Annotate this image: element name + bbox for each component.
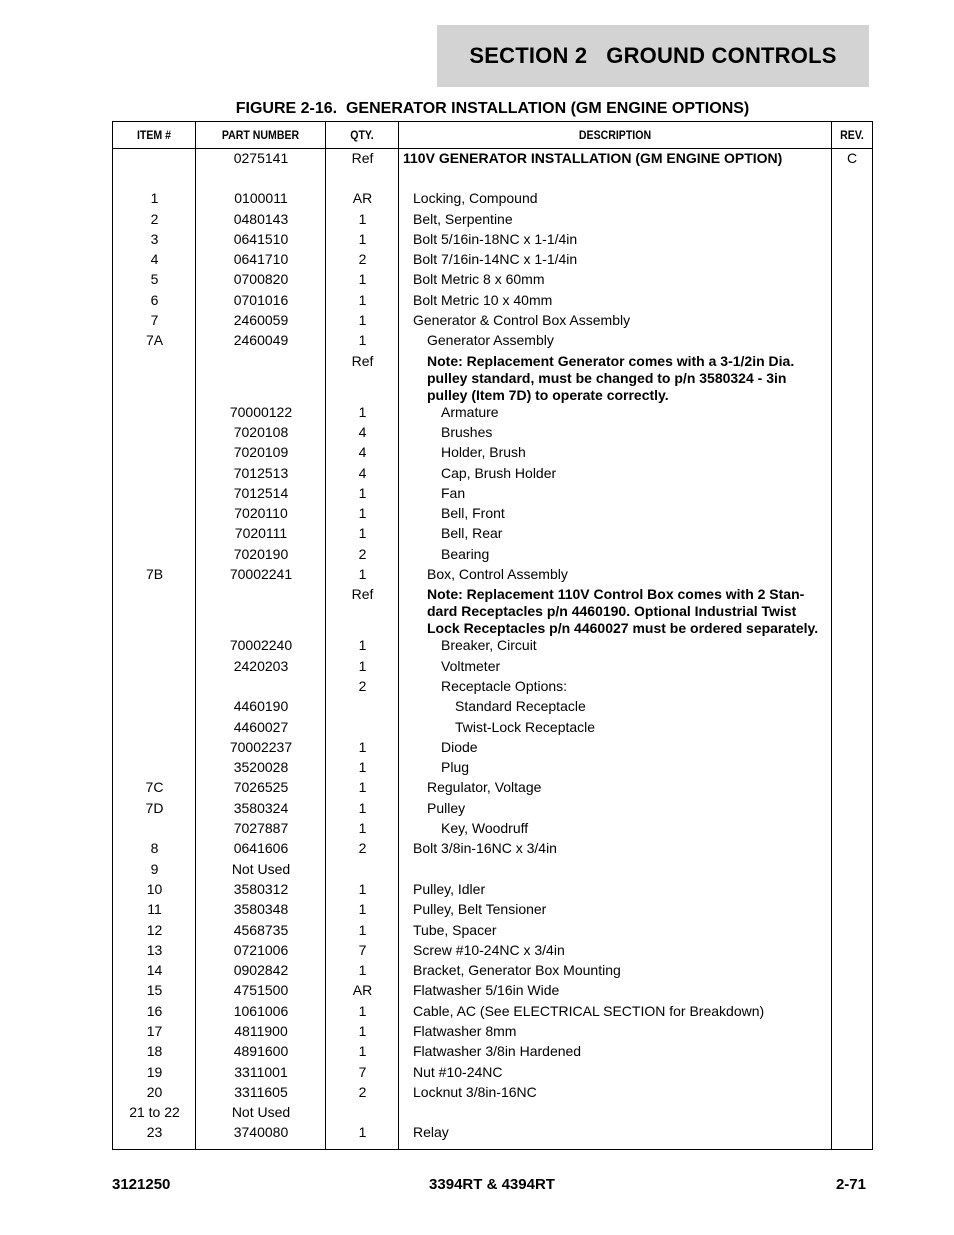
part-number-cell: 0902842 (233, 962, 289, 979)
table-row (113, 311, 872, 331)
item-cell: 7 (150, 312, 159, 329)
rev-cell (832, 880, 872, 881)
description-cell: Flatwasher 5/16in Wide (413, 982, 560, 999)
rev-cell (832, 1103, 872, 1104)
rev-cell (832, 738, 872, 739)
qty-cell: 1 (358, 1043, 367, 1060)
table-row (113, 1083, 872, 1103)
qty-cell: 1 (358, 799, 367, 816)
rev-cell (832, 1083, 872, 1084)
description-cell: Generator Assembly (427, 332, 554, 349)
table-row (113, 981, 872, 1001)
table-row (113, 149, 872, 169)
qty-cell: 1 (358, 1022, 367, 1039)
footer-page-number: 2-71 (835, 1176, 866, 1193)
description-cell: Armature (441, 403, 499, 420)
description-cell: Bracket, Generator Box Mounting (413, 962, 621, 979)
table-row (113, 565, 872, 585)
description-cell: Twist-Lock Receptacle (455, 718, 596, 735)
qty-cell: 1 (358, 566, 367, 583)
part-number-cell: 7027887 (233, 820, 289, 837)
part-number-cell: 3580324 (233, 799, 289, 816)
qty-cell (326, 1103, 399, 1104)
section-title: SECTION 2 GROUND CONTROLS (469, 43, 837, 68)
part-number-cell: 4811900 (234, 1022, 288, 1039)
table-row (113, 291, 872, 311)
description-cell: Belt, Serpentine (413, 210, 513, 227)
qty-cell: 1 (358, 759, 367, 776)
description-cell: Holder, Brush (441, 444, 526, 461)
item-cell (113, 423, 196, 424)
qty-cell: Ref (351, 150, 374, 166)
rev-cell (832, 1042, 872, 1043)
qty-cell: 1 (358, 332, 367, 349)
part-number-cell (196, 677, 326, 678)
part-number-cell: 0641710 (233, 251, 289, 268)
qty-cell: 1 (358, 484, 367, 501)
item-cell: 5 (150, 271, 159, 288)
qty-cell: 4 (358, 464, 367, 481)
table-row (113, 819, 872, 839)
item-cell: 6 (150, 291, 159, 308)
description-cell: Bolt Metric 10 x 40mm (413, 291, 553, 308)
item-cell (113, 443, 196, 444)
part-number-cell: 3520028 (233, 759, 289, 776)
table-row (113, 718, 872, 738)
rev-cell (832, 291, 872, 292)
table-row (113, 484, 872, 504)
description-cell (413, 1103, 827, 1104)
item-cell (113, 545, 196, 546)
item-cell: 12 (146, 921, 163, 938)
rev-cell (832, 718, 872, 719)
part-number-cell: 70002240 (229, 637, 293, 654)
item-cell: 14 (146, 962, 163, 979)
item-cell: 19 (146, 1063, 163, 1080)
qty-cell: 1 (358, 921, 367, 938)
part-number-cell: 4568735 (233, 921, 289, 938)
table-row (113, 1042, 872, 1062)
rev-cell (832, 352, 872, 353)
rev-cell (832, 1022, 872, 1023)
qty-cell: 1 (358, 210, 367, 227)
description-cell: Flatwasher 3/8in Hardened (413, 1043, 582, 1060)
description-cell: Box, Control Assembly (427, 566, 568, 583)
qty-cell: 1 (358, 230, 367, 247)
table-row (113, 1002, 872, 1022)
part-number-cell: Not Used (231, 860, 291, 877)
part-number-cell: 7020111 (234, 525, 288, 542)
description-cell: Tube, Spacer (413, 921, 497, 938)
qty-cell: 2 (358, 545, 367, 562)
table-header (113, 122, 872, 149)
table-row (113, 860, 872, 880)
qty-cell (326, 697, 399, 698)
part-number-cell: 70000122 (229, 403, 293, 420)
table-row (113, 464, 872, 484)
qty-cell: 2 (358, 1083, 367, 1100)
part-number-cell: 0480143 (233, 210, 289, 227)
col-header-qty: QTY. (350, 128, 374, 142)
table-row (113, 697, 872, 717)
item-cell: 7A (145, 332, 164, 349)
table-row (113, 250, 872, 270)
table-row (113, 423, 872, 443)
part-number-cell: 0701016 (233, 291, 289, 308)
rev-cell (832, 961, 872, 962)
rev-cell (832, 423, 872, 424)
table-row (113, 1123, 872, 1143)
description-cell: Bolt 5/16in-18NC x 1-1/4in (413, 230, 578, 247)
item-cell (113, 697, 196, 698)
part-number-cell: 0641606 (233, 840, 289, 857)
description-cell: Plug (441, 759, 470, 776)
item-cell (113, 657, 196, 658)
part-number-cell: 7012513 (233, 464, 289, 481)
description-cell: Note: Replacement Generator comes with a 3-1/2in Dia. pulley standard, must be changed to p/n 3580324 - 3in pulley (Item 7D) to operate correctly. (427, 352, 795, 403)
table-row (113, 921, 872, 941)
description-cell: Pulley, Idler (413, 880, 486, 897)
qty-cell: AR (352, 982, 373, 999)
qty-cell: 1 (358, 291, 367, 308)
item-cell: 9 (150, 860, 159, 877)
rev-cell (832, 941, 872, 942)
table-row (113, 230, 872, 250)
col-header-item: ITEM # (136, 128, 172, 142)
table-row (113, 403, 872, 423)
item-cell: 17 (146, 1022, 163, 1039)
rev-cell (832, 900, 872, 901)
rev-cell (832, 504, 872, 505)
rev-cell (832, 697, 872, 698)
table-row (113, 585, 872, 636)
table-row (113, 1022, 872, 1042)
qty-cell: 4 (358, 423, 367, 440)
part-number-cell (196, 585, 326, 586)
rev-cell (832, 210, 872, 211)
rev-cell (832, 189, 872, 190)
qty-cell: 2 (358, 677, 367, 694)
item-cell (113, 585, 196, 586)
description-cell: Cap, Brush Holder (441, 464, 557, 481)
item-cell: 18 (146, 1043, 163, 1060)
table-row (113, 1063, 872, 1083)
item-cell: 23 (146, 1124, 163, 1141)
part-number-cell: 2420203 (233, 657, 289, 674)
rev-cell (832, 636, 872, 637)
table-row (113, 352, 872, 403)
part-number-cell: 0700820 (233, 271, 289, 288)
qty-cell (326, 860, 399, 861)
qty-cell: 1 (358, 637, 367, 654)
item-cell: 15 (146, 982, 163, 999)
item-cell (113, 352, 196, 353)
qty-cell: 2 (358, 840, 367, 857)
qty-cell: 1 (358, 962, 367, 979)
description-cell: Cable, AC (See ELECTRICAL SECTION for Breakdown) (413, 1002, 765, 1019)
rev-cell (832, 403, 872, 404)
part-number-cell: 0100011 (234, 190, 288, 207)
rev-cell (832, 677, 872, 678)
part-number-cell: 1061006 (233, 1002, 289, 1019)
part-number-cell: 3311001 (234, 1063, 288, 1080)
qty-cell: 1 (358, 880, 367, 897)
rev-cell (832, 819, 872, 820)
description-cell: Voltmeter (441, 657, 501, 674)
part-number-cell: 4460190 (233, 698, 289, 715)
item-cell (113, 718, 196, 719)
table-row (113, 799, 872, 819)
qty-cell: 1 (358, 271, 367, 288)
description-cell: Receptacle Options: (441, 677, 568, 694)
table-row (113, 1103, 872, 1123)
rev-cell (832, 758, 872, 759)
description-cell: Locking, Compound (413, 190, 538, 207)
qty-cell: 1 (358, 312, 367, 329)
description-cell: Regulator, Voltage (427, 779, 542, 796)
rev-cell (832, 311, 872, 312)
item-cell: 21 to 22 (129, 1104, 180, 1121)
table-row (113, 524, 872, 544)
item-cell: 1 (150, 190, 159, 207)
item-cell (113, 677, 196, 678)
figure-title: FIGURE 2-16. GENERATOR INSTALLATION (GM ENGINE OPTIONS) (235, 100, 750, 117)
qty-cell: 1 (358, 901, 367, 918)
item-cell: 7D (145, 799, 164, 816)
rev-cell (832, 230, 872, 231)
rev-cell (832, 778, 872, 779)
description-cell: Brushes (441, 423, 493, 440)
description-cell: Generator & Control Box Assembly (413, 312, 631, 329)
qty-cell: 1 (358, 505, 367, 522)
item-cell: 10 (146, 880, 163, 897)
table-row (113, 839, 872, 859)
rev-cell (832, 331, 872, 332)
description-cell (413, 860, 827, 861)
footer-model: 3394RT & 4394RT (429, 1176, 555, 1193)
qty-cell: 2 (358, 251, 367, 268)
part-number-cell: 0721006 (233, 941, 289, 958)
description-cell: Bell, Front (441, 505, 505, 522)
item-cell (113, 464, 196, 465)
rev-cell (832, 270, 872, 271)
description-cell: Nut #10-24NC (413, 1063, 503, 1080)
col-header-part-number: PART NUMBER (221, 128, 300, 142)
table-row (113, 443, 872, 463)
part-number-cell: 7020109 (233, 444, 289, 461)
rev-cell (832, 860, 872, 861)
rev-cell (832, 250, 872, 251)
part-number-cell: 3580312 (233, 880, 289, 897)
qty-cell: 1 (358, 657, 367, 674)
table-row (113, 900, 872, 920)
part-number-cell: 2460049 (233, 332, 289, 349)
col-header-description: DESCRIPTION (578, 128, 652, 142)
part-number-cell: 7026525 (233, 779, 289, 796)
part-number-cell: Not Used (231, 1104, 291, 1121)
description-cell: Bolt Metric 8 x 60mm (413, 271, 545, 288)
part-number-cell: 4751500 (233, 982, 289, 999)
part-number-cell: 0641510 (233, 230, 289, 247)
qty-cell: 1 (358, 820, 367, 837)
qty-cell: 1 (358, 525, 367, 542)
description-cell: Pulley (427, 799, 466, 816)
item-cell (113, 149, 196, 150)
qty-cell: 1 (358, 779, 367, 796)
rev-cell (832, 839, 872, 840)
rev-cell: C (846, 150, 858, 166)
part-number-cell: 7020110 (234, 505, 288, 522)
part-number-cell: 2460059 (233, 312, 289, 329)
qty-cell: 7 (358, 1063, 367, 1080)
table-row (113, 189, 872, 209)
table-row (113, 880, 872, 900)
description-cell: Key, Woodruff (441, 820, 529, 837)
description-cell: Bolt 7/16in-14NC x 1-1/4in (413, 251, 578, 268)
table-row (113, 270, 872, 290)
item-cell: 7B (145, 566, 164, 583)
table-row (113, 941, 872, 961)
description-cell: Relay (413, 1124, 449, 1141)
description-cell: Note: Replacement 110V Control Box comes with 2 Stan- dard Receptacles p/n 4460190. Optional Industrial Twist Lock Receptacles p/n 4460027 must be ordered separately. (427, 586, 819, 637)
table-row (113, 636, 872, 656)
part-number-cell: 3740080 (233, 1124, 289, 1141)
part-number-cell (196, 352, 326, 353)
item-cell (113, 819, 196, 820)
qty-cell: 1 (358, 403, 367, 420)
table-row (113, 758, 872, 778)
rev-cell (832, 921, 872, 922)
parts-table (112, 121, 873, 1150)
item-cell (113, 504, 196, 505)
item-cell (113, 524, 196, 525)
part-number-cell: 4891600 (233, 1043, 289, 1060)
description-cell: Locknut 3/8in-16NC (413, 1083, 537, 1100)
part-number-cell: 3580348 (233, 901, 289, 918)
item-cell: 3 (150, 230, 159, 247)
qty-cell: 7 (358, 941, 367, 958)
qty-cell: 1 (358, 738, 367, 755)
item-cell (113, 403, 196, 404)
description-cell: Flatwasher 8mm (413, 1022, 517, 1039)
rev-cell (832, 981, 872, 982)
table-row (113, 504, 872, 524)
table-row (113, 545, 872, 565)
part-number-cell: 7020108 (233, 423, 289, 440)
description-cell: Bearing (441, 545, 490, 562)
part-number-cell: 70002241 (229, 566, 293, 583)
col-header-rev: REV. (840, 128, 864, 142)
rev-cell (832, 1123, 872, 1124)
table-row (113, 961, 872, 981)
item-cell: 7C (145, 779, 164, 796)
section-banner (437, 25, 869, 87)
rev-cell (832, 464, 872, 465)
part-number-cell: 0275141 (233, 150, 289, 166)
rev-cell (832, 545, 872, 546)
rev-cell (832, 657, 872, 658)
qty-cell (326, 718, 399, 719)
rev-cell (832, 1063, 872, 1064)
item-cell: 2 (150, 210, 159, 227)
table-body (113, 149, 872, 1144)
table-row (113, 210, 872, 230)
rev-cell (832, 799, 872, 800)
rev-cell (832, 443, 872, 444)
rev-cell (832, 484, 872, 485)
description-cell: Bolt 3/8in-16NC x 3/4in (413, 840, 557, 857)
description-cell: Fan (441, 484, 466, 501)
table-row (113, 738, 872, 758)
item-cell (113, 636, 196, 637)
item-cell: 13 (146, 941, 163, 958)
qty-cell: 1 (358, 1002, 367, 1019)
item-cell (113, 738, 196, 739)
qty-cell: 4 (358, 444, 367, 461)
rev-cell (832, 1002, 872, 1003)
part-number-cell: 4460027 (233, 718, 289, 735)
item-cell (113, 758, 196, 759)
item-cell: 20 (146, 1083, 163, 1100)
description-cell: 110V GENERATOR INSTALLATION (GM ENGINE OPTION) (403, 150, 783, 166)
description-cell: Breaker, Circuit (441, 637, 537, 654)
item-cell: 4 (150, 251, 159, 268)
description-cell: Pulley, Belt Tensioner (413, 901, 547, 918)
table-row (113, 778, 872, 798)
qty-cell: Ref (351, 352, 374, 369)
item-cell: 8 (150, 840, 159, 857)
description-cell: Screw #10-24NC x 3/4in (413, 941, 565, 958)
part-number-cell: 7020190 (233, 545, 289, 562)
description-cell: Standard Receptacle (455, 698, 586, 715)
qty-cell: AR (352, 190, 373, 207)
rev-cell (832, 585, 872, 586)
rev-cell (832, 565, 872, 566)
qty-cell: Ref (351, 586, 374, 603)
table-row (113, 331, 872, 351)
footer-doc-number: 3121250 (112, 1176, 171, 1193)
part-number-cell: 3311605 (234, 1083, 288, 1100)
description-cell: Bell, Rear (441, 525, 503, 542)
item-cell (113, 484, 196, 485)
qty-cell: 1 (358, 1124, 367, 1141)
description-cell: Diode (441, 738, 478, 755)
item-cell: 16 (146, 1002, 163, 1019)
table-row (113, 677, 872, 697)
rev-cell (832, 524, 872, 525)
table-row (113, 657, 872, 677)
item-cell: 11 (147, 901, 162, 918)
part-number-cell: 7012514 (233, 484, 289, 501)
part-number-cell: 70002237 (229, 738, 293, 755)
